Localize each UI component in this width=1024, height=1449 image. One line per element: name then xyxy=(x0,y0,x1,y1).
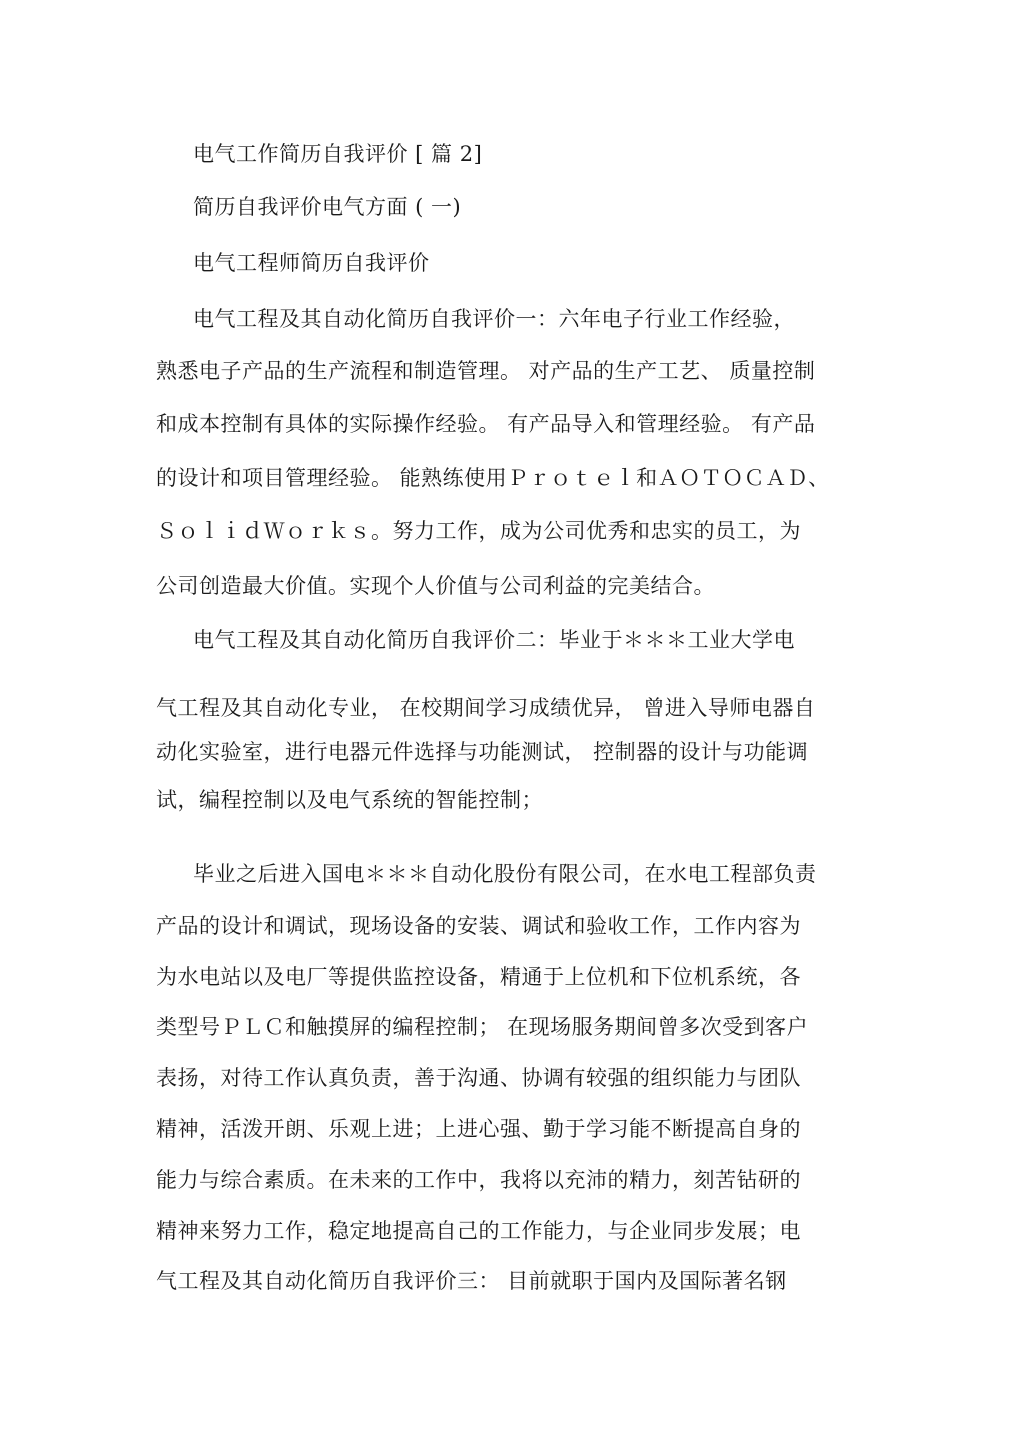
paragraph-line: 毕业之后进入国电＊＊＊自动化股份有限公司，在水电工程部负责 xyxy=(193,862,817,886)
paragraph-line: 动化实验室，进行电器元件选择与功能测试， 控制器的设计与功能调 xyxy=(156,740,809,764)
paragraph-line: 电气工程及其自动化简历自我评价一：六年电子行业工作经验， xyxy=(193,307,795,331)
paragraph-line: 试，编程控制以及电气系统的智能控制； xyxy=(156,788,543,812)
subsection-heading: 电气工程师简历自我评价 xyxy=(193,251,430,275)
paragraph-line: 精神，活泼开朗、乐观上进；上进心强、勤于学习能不断提高自身的 xyxy=(156,1117,801,1141)
paragraph-line: 精神来努力工作，稳定地提高自己的工作能力，与企业同步发展；电 xyxy=(156,1219,801,1243)
paragraph-line: 的设计和项目管理经验。 能熟练使用Ｐｒｏｔｅｌ和ＡＯＴＯＣＡＤ、 xyxy=(156,466,830,490)
paragraph-line: 能力与综合素质。在未来的工作中，我将以充沛的精力，刻苦钻研的 xyxy=(156,1168,801,1192)
paragraph-line: 产品的设计和调试，现场设备的安装、调试和验收工作，工作内容为 xyxy=(156,914,801,938)
paragraph-line: 公司创造最大价值。实现个人价值与公司利益的完美结合。 xyxy=(156,574,715,598)
document-title: 电气工作简历自我评价 [ 篇 2] xyxy=(193,142,483,166)
paragraph-line: 表扬，对待工作认真负责，善于沟通、协调有较强的组织能力与团队 xyxy=(156,1066,801,1090)
paragraph-line: 电气工程及其自动化简历自我评价二：毕业于＊＊＊工业大学电 xyxy=(193,628,795,652)
paragraph-line: 为水电站以及电厂等提供监控设备，精通于上位机和下位机系统，各 xyxy=(156,965,801,989)
section-heading: 简历自我评价电气方面 ( 一) xyxy=(193,195,462,219)
paragraph-line: 类型号ＰＬＣ和触摸屏的编程控制； 在现场服务期间曾多次受到客户 xyxy=(156,1015,809,1039)
paragraph-line: 熟悉电子产品的生产流程和制造管理。 对产品的生产工艺、 质量控制 xyxy=(156,359,816,383)
paragraph-line: 气工程及其自动化简历自我评价三： 目前就职于国内及国际著名钢 xyxy=(156,1269,787,1293)
paragraph-line: 和成本控制有具体的实际操作经验。 有产品导入和管理经验。 有产品 xyxy=(156,412,816,436)
paragraph-line: ＳｏｌｉｄＷｏｒｋｓ。努力工作，成为公司优秀和忠实的员工，为 xyxy=(156,519,801,543)
paragraph-line: 气工程及其自动化专业， 在校期间学习成绩优异， 曾进入导师电器自 xyxy=(156,696,816,720)
